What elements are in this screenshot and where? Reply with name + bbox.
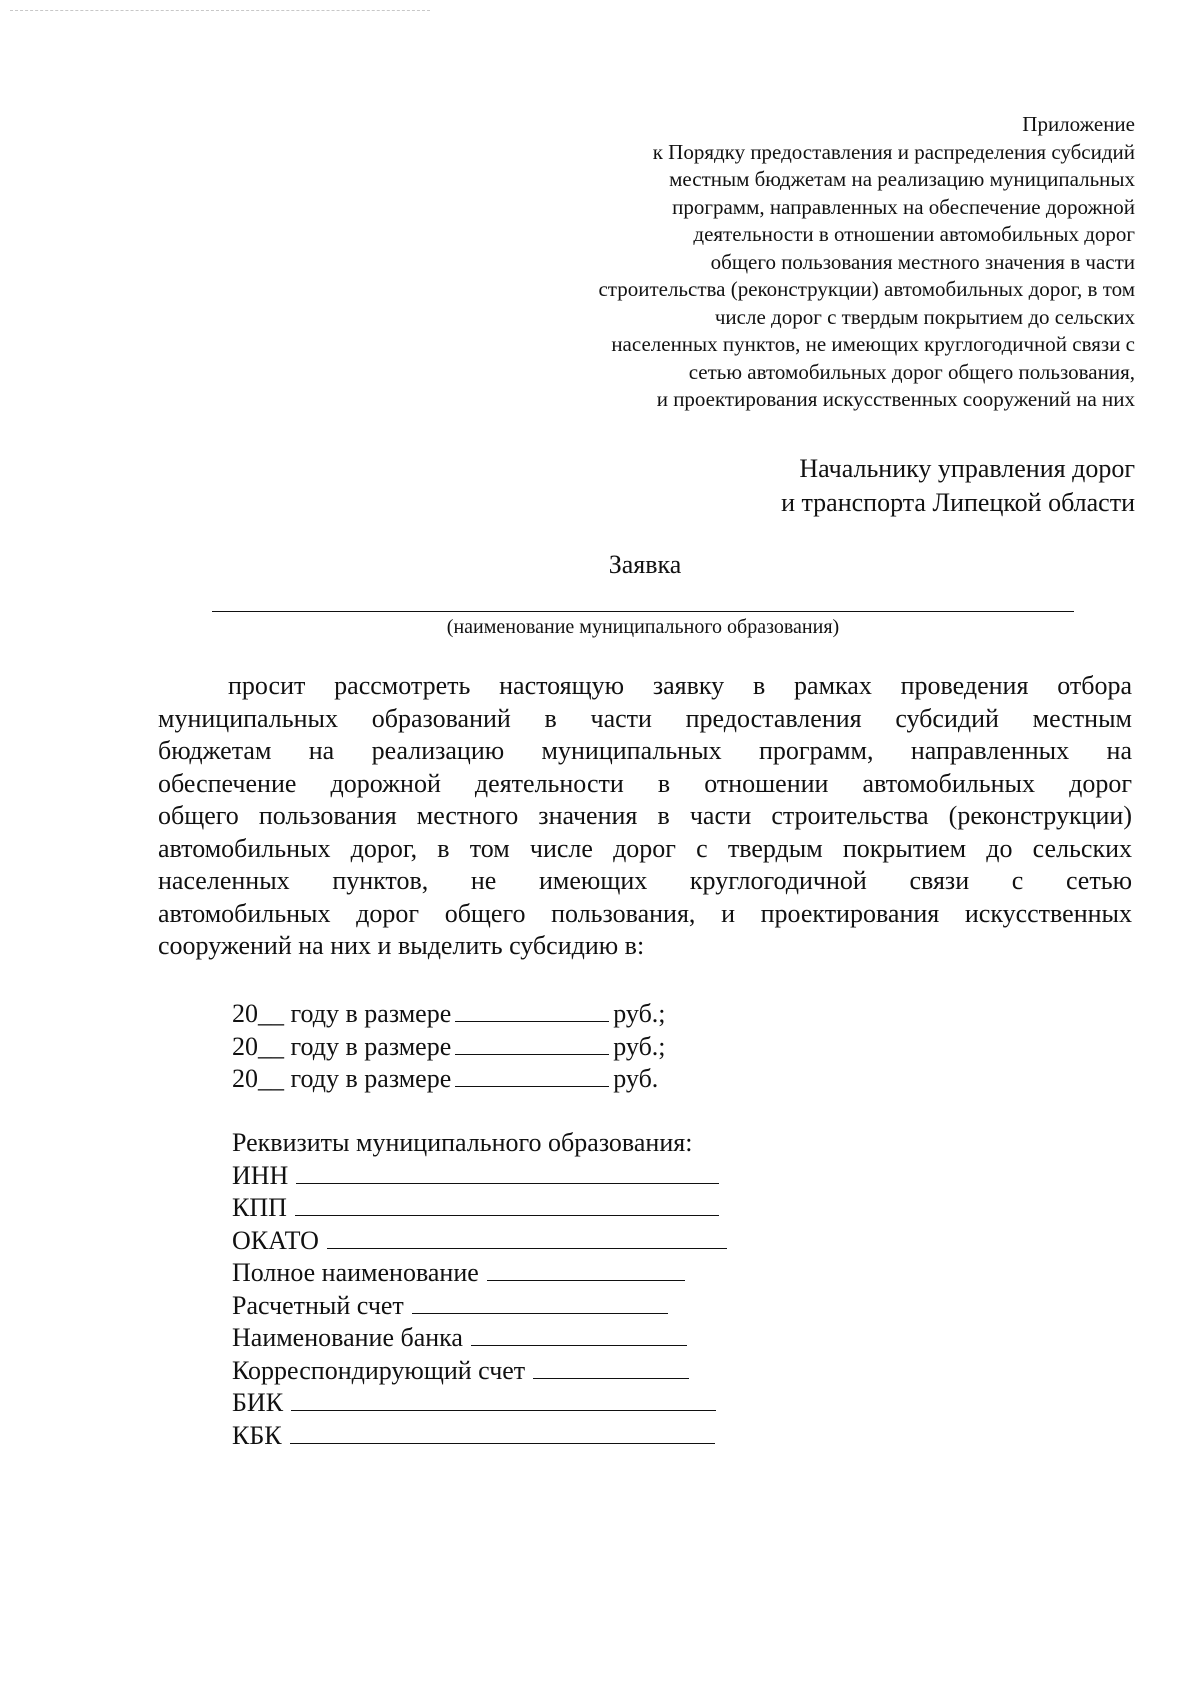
appendix-line: Приложение <box>1022 112 1135 136</box>
requisites-block <box>232 1127 727 1452</box>
inn-label: ИНН <box>232 1160 289 1190</box>
year-label: году в размере <box>290 999 452 1028</box>
requisite-row <box>232 1355 727 1388</box>
full-name-label: Полное наименование <box>232 1258 479 1287</box>
currency-label: руб. <box>613 1064 659 1093</box>
bank-name-field[interactable] <box>471 1323 687 1346</box>
requisites-heading: Реквизиты муниципального образования: <box>232 1128 693 1157</box>
addressee-block <box>415 452 1135 520</box>
body-line: сооружений на них и выделить субсидию в: <box>158 931 645 960</box>
appendix-line: числе дорог с твердым покрытием до сельских <box>714 304 1135 329</box>
amount-field[interactable] <box>455 1064 609 1087</box>
appendix-line: строительства (реконструкции) автомобильных дорог, в том <box>598 277 1135 301</box>
request-body-paragraph <box>158 670 1132 963</box>
body-line: муниципальных образований в части предоставления субсидий местным <box>158 703 1132 733</box>
year-prefix: 20__ <box>232 999 284 1028</box>
subsidy-years-list <box>232 998 666 1096</box>
body-line: автомобильных дорог общего пользования, и проектирования искусственных <box>158 898 1132 928</box>
body-line: просит рассмотреть настоящую заявку в рамках проведения отбора <box>228 671 1132 700</box>
requisite-row <box>232 1225 727 1258</box>
appendix-line: местным бюджетам на реализацию муниципальных <box>669 167 1135 191</box>
requisite-row <box>232 1160 727 1193</box>
appendix-line: к Порядку предоставления и распределения субсидий <box>652 139 1135 164</box>
amount-field[interactable] <box>455 1032 609 1055</box>
requisite-row <box>232 1420 727 1453</box>
appendix-line: населенных пунктов, не имеющих круглогодичной связи с <box>611 332 1135 356</box>
document-title: Заявка <box>608 550 682 579</box>
bik-label: БИК <box>232 1388 284 1417</box>
corr-account-field[interactable] <box>533 1356 689 1379</box>
okato-label: ОКАТО <box>232 1225 319 1255</box>
kpp-label: КПП <box>232 1193 287 1222</box>
appendix-line: общего пользования местного значения в части <box>710 249 1135 274</box>
full-name-field[interactable] <box>487 1258 685 1281</box>
year-label: году в размере <box>290 1031 452 1061</box>
addressee-line-2: и транспорта Липецкой области <box>781 488 1135 517</box>
account-field[interactable] <box>412 1291 668 1314</box>
subsidy-year-row <box>232 1031 666 1064</box>
year-prefix: 20__ <box>232 1064 284 1093</box>
corr-account-label: Корреспондирующий счет <box>232 1355 526 1385</box>
appendix-line: программ, направленных на обеспечение дорожной <box>672 194 1135 219</box>
appendix-line: и проектирования искусственных сооружений на них <box>656 387 1135 411</box>
account-label: Расчетный счет <box>232 1290 404 1320</box>
year-prefix: 20__ <box>232 1031 284 1061</box>
year-label: году в размере <box>290 1064 452 1093</box>
bik-field[interactable] <box>291 1388 716 1411</box>
municipality-name-field[interactable] <box>212 611 1074 612</box>
requisite-row <box>232 1257 727 1290</box>
currency-label: руб.; <box>613 999 666 1028</box>
kpp-field[interactable] <box>295 1193 719 1216</box>
scan-artifact-line <box>10 10 430 12</box>
body-line: обеспечение дорожной деятельности в отношении автомобильных дорог <box>158 768 1132 798</box>
body-line: населенных пунктов, не имеющих круглогодичной связи с сетью <box>158 866 1132 895</box>
bank-name-label: Наименование банка <box>232 1323 463 1352</box>
requisite-row <box>232 1192 727 1225</box>
requisite-row <box>232 1322 727 1355</box>
addressee-line-1: Начальнику управления дорог <box>799 454 1135 483</box>
amount-field[interactable] <box>455 999 609 1022</box>
kbk-label: КБК <box>232 1420 282 1450</box>
kbk-field[interactable] <box>290 1421 715 1444</box>
body-line: бюджетам на реализацию муниципальных программ, направленных на <box>158 736 1132 765</box>
inn-field[interactable] <box>296 1161 719 1184</box>
okato-field[interactable] <box>327 1226 727 1249</box>
body-line: автомобильных дорог, в том числе дорог с твердым покрытием до сельских <box>158 833 1132 863</box>
municipality-name-caption: (наименование муниципального образования) <box>446 616 840 638</box>
requisite-row <box>232 1387 727 1420</box>
currency-label: руб.; <box>613 1031 666 1061</box>
appendix-line: сетью автомобильных дорог общего пользования, <box>688 359 1135 384</box>
appendix-line: деятельности в отношении автомобильных дорог <box>693 222 1135 246</box>
subsidy-year-row <box>232 998 666 1031</box>
requisite-row <box>232 1290 727 1323</box>
subsidy-year-row <box>232 1063 666 1096</box>
appendix-header <box>415 111 1135 414</box>
body-line: общего пользования местного значения в части строительства (реконструкции) <box>158 801 1132 830</box>
